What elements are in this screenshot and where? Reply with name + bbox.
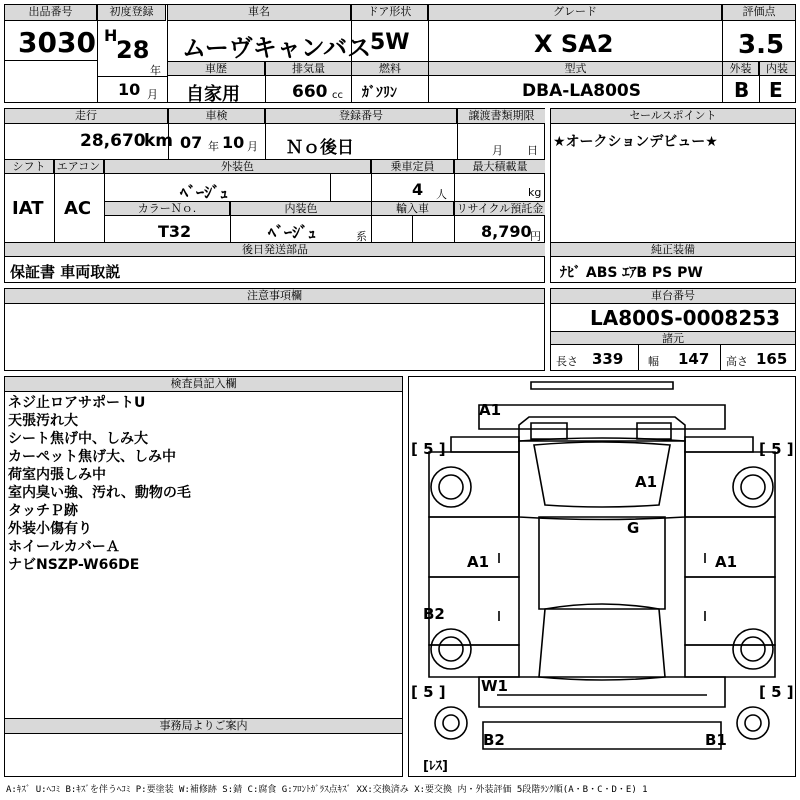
regno-label: 登録番号 bbox=[266, 109, 457, 124]
inspection-year: 07 bbox=[180, 133, 203, 152]
int-color-label: 内装色 bbox=[231, 202, 372, 216]
inspector-label: 検査員記入欄 bbox=[5, 377, 402, 392]
note-line: シート焦げ中、しみ大 bbox=[8, 431, 148, 447]
lot-label: 出品番号 bbox=[5, 5, 97, 21]
tire-mark: [ 5 ] bbox=[411, 683, 446, 701]
load-unit: kg bbox=[528, 186, 542, 199]
damage-mark: A1 bbox=[715, 553, 738, 571]
mileage-unit: km bbox=[144, 131, 174, 151]
damage-mark: A1 bbox=[479, 401, 502, 419]
history-label: 車歴 bbox=[168, 62, 265, 76]
interior-label: 内装 bbox=[759, 62, 795, 76]
damage-mark: W1 bbox=[481, 677, 508, 695]
damage-mark: A1 bbox=[467, 553, 490, 571]
model-label: 型式 bbox=[429, 62, 723, 76]
inspection-year-unit: 年 bbox=[208, 140, 219, 153]
displacement-unit: cc bbox=[332, 90, 343, 101]
note-line: ホイールカバーＡ bbox=[8, 539, 120, 555]
transfer-month-unit: 月 bbox=[492, 144, 503, 157]
length-value: 339 bbox=[592, 350, 624, 368]
note-line: ナビNSZP-W66DE bbox=[8, 557, 140, 573]
history-value: 自家用 bbox=[186, 84, 240, 105]
width-value: 147 bbox=[678, 350, 710, 368]
tire-mark: [ 5 ] bbox=[759, 683, 794, 701]
mileage-label: 走行 bbox=[5, 109, 168, 124]
fuel-label: 燃料 bbox=[352, 62, 429, 76]
door-label: ドア形状 bbox=[352, 5, 428, 21]
note-line: 外装小傷有り bbox=[8, 521, 92, 537]
exterior-value: B bbox=[734, 78, 750, 102]
car-diagram bbox=[409, 377, 795, 776]
score-label: 評価点 bbox=[723, 5, 795, 21]
height-value: 165 bbox=[756, 350, 788, 368]
displacement-value: 660 bbox=[292, 82, 328, 102]
exterior-label: 外装 bbox=[723, 62, 759, 76]
tire-mark: [ 5 ] bbox=[411, 440, 446, 458]
chassis-label: 車台番号 bbox=[551, 289, 795, 304]
import-label: 輸入車 bbox=[372, 202, 454, 216]
shift-value: IAT bbox=[12, 198, 44, 219]
recycle-unit: 円 bbox=[530, 230, 541, 243]
load-label: 最大積載量 bbox=[455, 160, 545, 174]
model-value: DBA-LA800S bbox=[522, 81, 641, 101]
color-no-label: カラーＮｏ. bbox=[105, 202, 230, 216]
door-value: 5W bbox=[370, 30, 410, 55]
interior-value: E bbox=[769, 78, 783, 102]
capacity-unit: 人 bbox=[436, 188, 447, 201]
note-line: 荷室内張しみ中 bbox=[8, 467, 106, 483]
grade-value: X SA2 bbox=[534, 30, 614, 58]
regno-value: Ｎｏ後日 bbox=[286, 138, 354, 158]
equipment-label: 純正装備 bbox=[551, 243, 795, 257]
mileage-value: 28,670 bbox=[80, 131, 146, 151]
car-name-label: 車名 bbox=[168, 5, 351, 21]
month-unit: 月 bbox=[147, 88, 158, 101]
damage-mark: G bbox=[627, 519, 640, 537]
first-reg-year: 28 bbox=[116, 36, 150, 64]
transfer-day-unit: 日 bbox=[527, 144, 538, 157]
note-line: 天張汚れ大 bbox=[8, 413, 78, 429]
note-line: ネジ止ロアサポートU bbox=[8, 395, 146, 411]
note-line: 室内臭い強、汚れ、動物の毛 bbox=[8, 485, 191, 501]
damage-mark: B1 bbox=[705, 731, 727, 749]
legend: A:ｷｽﾞ U:ﾍｺﾐ B:ｷｽﾞを伴うﾍｺﾐ P:要塗装 W:補修跡 S:錆 C:腐食 G:ﾌﾛﾝﾄｶﾞﾗｽ点ｷｽﾞ XX:交換済み X:要交換 内・外装評価 5段階ﾗﾝｸ順(A・B・C・D・E) 1 bbox=[6, 785, 648, 795]
first-reg-month: 10 bbox=[118, 80, 141, 99]
transfer-label: 譲渡書類期限 bbox=[458, 109, 545, 124]
inspection-label: 車検 bbox=[169, 109, 265, 124]
inspector-notes bbox=[8, 394, 191, 574]
capacity-label: 乗車定員 bbox=[372, 160, 454, 174]
spec-label: 諸元 bbox=[551, 331, 795, 345]
ac-label: エアコン bbox=[54, 160, 104, 174]
first-reg-label: 初度登録 bbox=[98, 5, 166, 21]
height-label: 高さ bbox=[726, 355, 748, 368]
width-label: 幅 bbox=[648, 355, 659, 368]
year-unit: 年 bbox=[150, 64, 161, 77]
shift-label: シフト bbox=[5, 160, 54, 174]
fuel-value: ｶﾞｿﾘﾝ bbox=[362, 85, 397, 101]
ext-color-label: 外装色 bbox=[105, 160, 371, 174]
office-label: 事務局よりご案内 bbox=[5, 719, 402, 734]
color-no-value: T32 bbox=[158, 222, 192, 241]
recycle-value: 8,790 bbox=[481, 222, 532, 241]
lot-value: 3030 bbox=[18, 26, 96, 59]
equipment-value: ﾅﾋﾞ ABS ｴｱB PS PW bbox=[560, 265, 703, 281]
score-value: 3.5 bbox=[738, 30, 785, 60]
later-value: 保証書 車両取説 bbox=[10, 263, 121, 281]
length-label: 長さ bbox=[556, 355, 578, 368]
damage-mark: B2 bbox=[423, 605, 445, 623]
capacity-value: 4 bbox=[412, 180, 424, 199]
damage-mark: B2 bbox=[483, 731, 505, 749]
tire-mark: [ 5 ] bbox=[759, 440, 794, 458]
note-line: タッチＰ跡 bbox=[8, 503, 78, 519]
car-name: ムーヴキャンバス bbox=[182, 34, 372, 62]
chassis-value: LA800S-0008253 bbox=[590, 306, 781, 330]
grade-label: グレード bbox=[429, 5, 722, 21]
displacement-label: 排気量 bbox=[266, 62, 352, 76]
ac-value: AC bbox=[64, 198, 92, 219]
damage-mark: A1 bbox=[635, 473, 658, 491]
inspection-month-unit: 月 bbox=[247, 140, 258, 153]
inspection-month: 10 bbox=[222, 133, 245, 152]
spare-mark: [ﾚｽ] bbox=[423, 759, 448, 774]
recycle-label: リサイクル預託金 bbox=[456, 202, 544, 215]
caution-label: 注意事項欄 bbox=[5, 289, 544, 304]
int-color-value: ﾍﾞｰｼﾞｭ bbox=[268, 223, 317, 242]
era-letter: H bbox=[104, 26, 118, 45]
later-label: 後日発送部品 bbox=[5, 243, 545, 257]
sales-value: ★オークションデビュー★ bbox=[553, 134, 718, 150]
ext-color-value: ﾍﾞｰｼﾞｭ bbox=[180, 183, 229, 202]
note-line: カーペット焦げ大、しみ中 bbox=[8, 449, 176, 465]
int-color-unit: 系 bbox=[356, 230, 367, 243]
sales-label: セールスポイント bbox=[551, 109, 795, 124]
